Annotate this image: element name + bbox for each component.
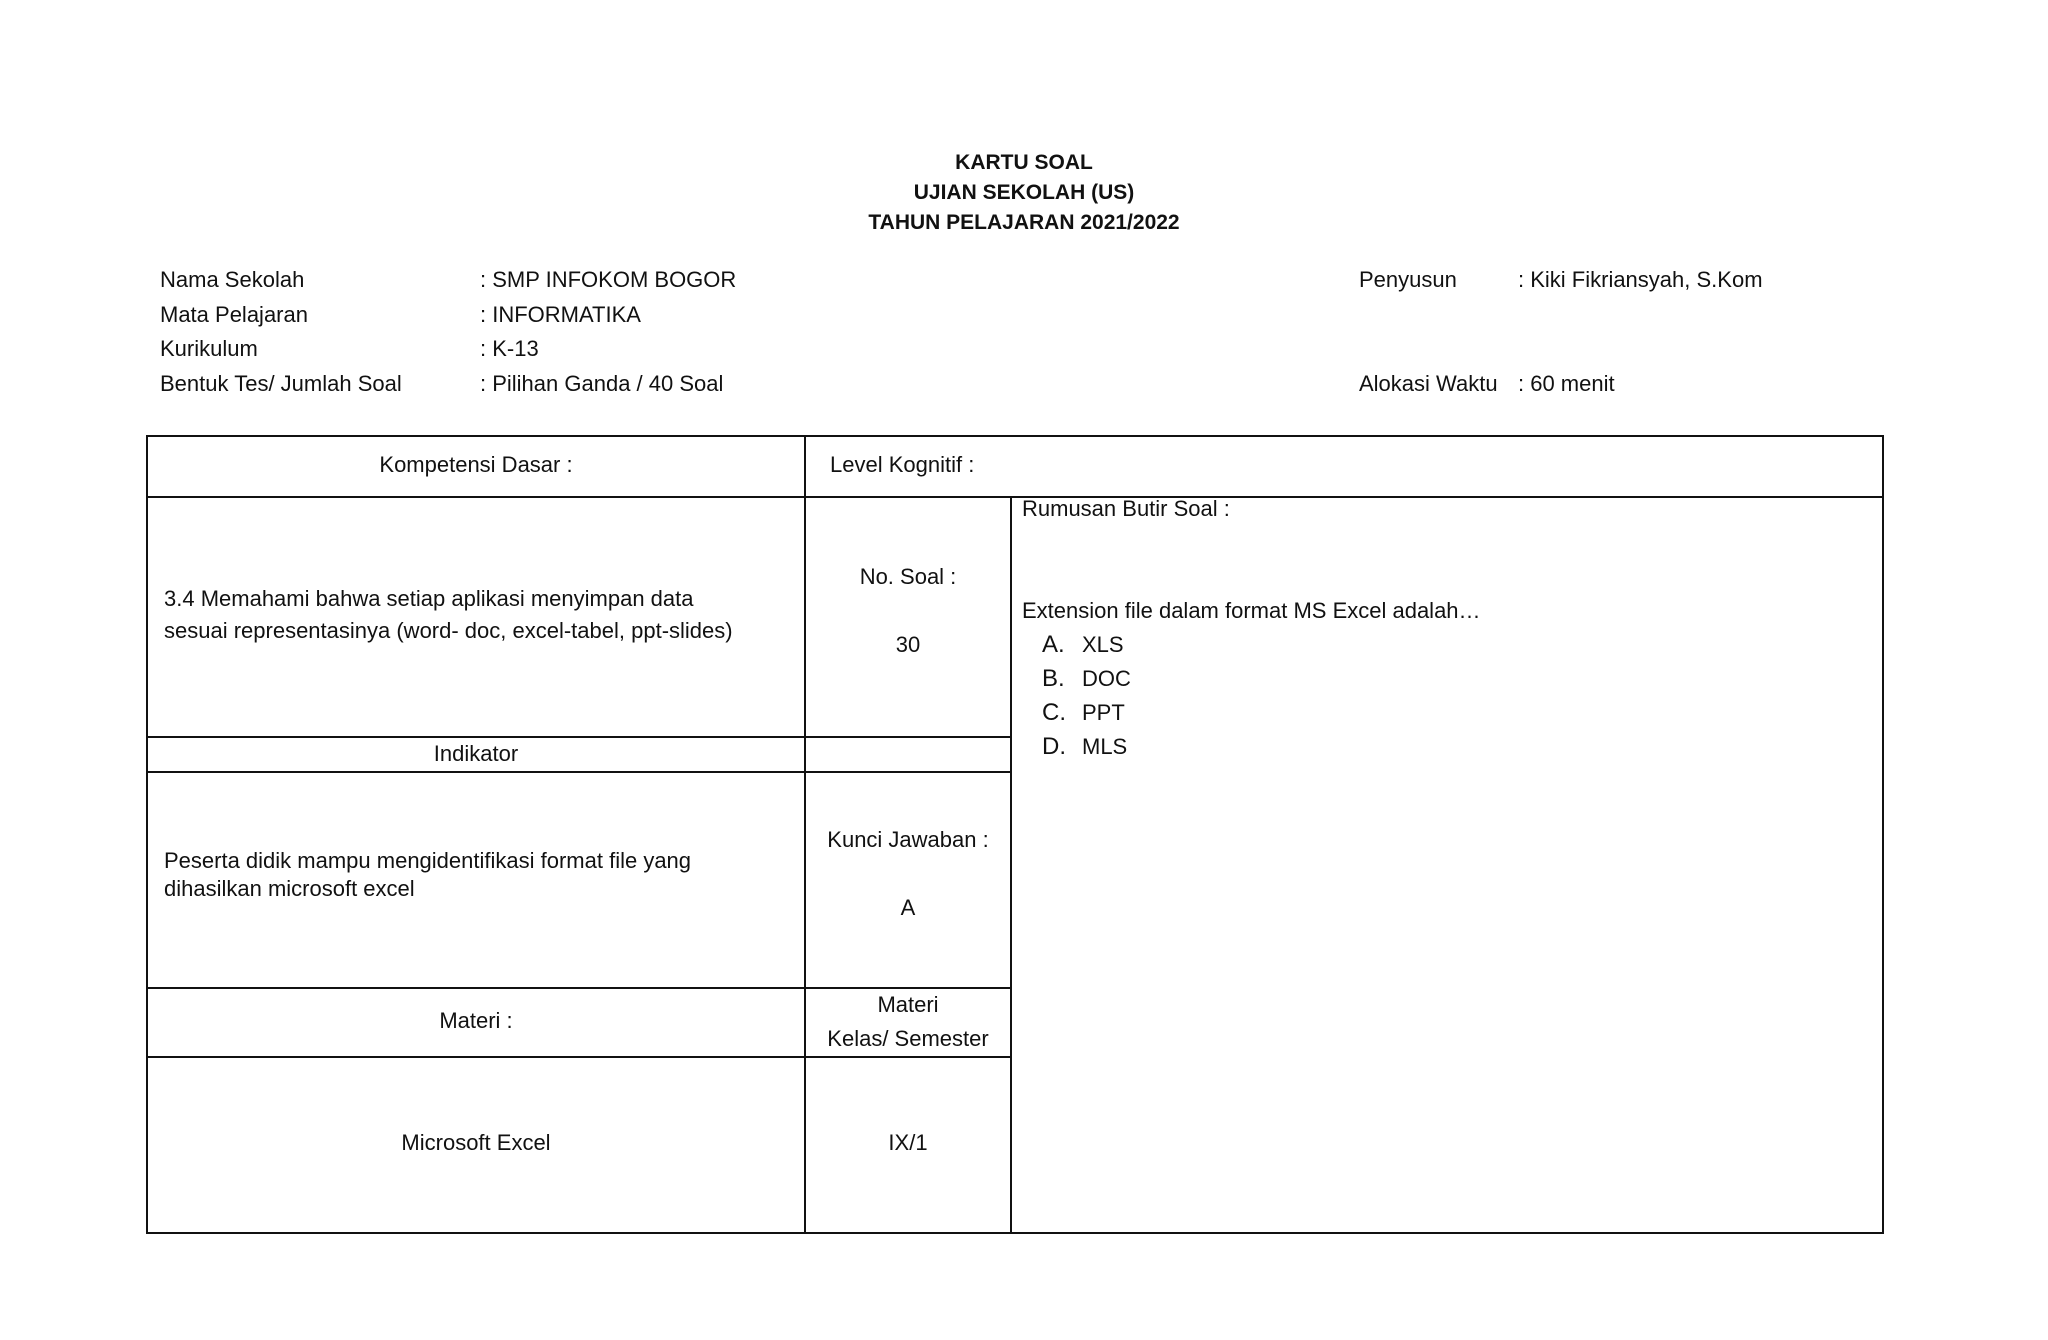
kompetensi-line-2: sesuai representasinya (word- doc, excel-tabel, ppt-slides) <box>164 618 733 643</box>
materi-kelas-line-2: Kelas/ Semester <box>827 1026 989 1051</box>
option-d <box>1042 732 1127 762</box>
kompetensi-dasar-header: Kompetensi Dasar : <box>379 452 573 477</box>
option-b <box>1042 664 1131 694</box>
question-text: Extension file dalam format MS Excel adalah… <box>1022 598 1481 623</box>
option-a-text: XLS <box>1082 632 1124 657</box>
indikator-line-1: Peserta didik mampu mengidentifikasi format file yang <box>164 848 692 873</box>
option-a <box>1042 630 1124 660</box>
mata-pelajaran-value: : INFORMATIKA <box>480 302 641 327</box>
kurikulum-value: : K-13 <box>480 336 539 361</box>
rumusan-butir-soal-header: Rumusan Butir Soal : <box>1022 496 1230 521</box>
indikator-header: Indikator <box>433 741 519 766</box>
option-b-letter: B. <box>1042 665 1065 692</box>
alokasi-waktu-value: : 60 menit <box>1518 371 1615 396</box>
bentuk-tes-label: Bentuk Tes/ Jumlah Soal <box>160 371 402 396</box>
penyusun-value: : Kiki Fikriansyah, S.Kom <box>1518 267 1763 292</box>
bentuk-tes-value: : Pilihan Ganda / 40 Soal <box>480 371 724 396</box>
nama-sekolah-label: Nama Sekolah <box>160 267 305 292</box>
mata-pelajaran-label: Mata Pelajaran <box>160 302 308 327</box>
title-line-kartu-soal: KARTU SOAL <box>955 151 1093 174</box>
indikator-line-2: dihasilkan microsoft excel <box>164 876 415 901</box>
title-line-ujian-sekolah: UJIAN SEKOLAH (US) <box>913 181 1135 204</box>
option-d-text: MLS <box>1082 734 1128 759</box>
materi-kelas-header <box>806 988 1010 1056</box>
document-title <box>0 148 2048 238</box>
option-b-text: DOC <box>1082 666 1131 691</box>
row-divider-header <box>148 496 1882 498</box>
kunci-jawaban-label: Kunci Jawaban : <box>827 827 989 852</box>
materi-value: Microsoft Excel <box>401 1130 551 1155</box>
option-c-text: PPT <box>1082 700 1125 725</box>
option-d-letter: D. <box>1042 733 1066 760</box>
kelas-semester-value: IX/1 <box>888 1130 928 1155</box>
kurikulum-label: Kurikulum <box>160 336 258 361</box>
nama-sekolah-value: : SMP INFOKOM BOGOR <box>480 267 737 292</box>
kunci-jawaban-value: A <box>900 895 916 920</box>
col-divider-2 <box>1010 496 1012 1232</box>
materi-header: Materi : <box>439 1008 513 1033</box>
penyusun-label: Penyusun <box>1359 267 1457 292</box>
no-soal-label: No. Soal : <box>859 564 957 589</box>
title-line-tahun-pelajaran: TAHUN PELAJARAN 2021/2022 <box>868 211 1180 234</box>
level-kognitif-header: Level Kognitif : <box>830 452 975 477</box>
no-soal-value: 30 <box>895 632 921 657</box>
indikator-text <box>164 847 794 903</box>
question-card <box>146 435 1884 1234</box>
option-a-letter: A. <box>1042 631 1065 658</box>
option-c-letter: C. <box>1042 699 1066 726</box>
materi-kelas-line-1: Materi <box>877 992 939 1017</box>
kompetensi-line-1: 3.4 Memahami bahwa setiap aplikasi menyimpan data <box>164 586 694 611</box>
row-divider-materi-bottom <box>148 1056 1012 1058</box>
row-divider-indikator-bottom <box>148 771 1012 773</box>
option-c <box>1042 698 1125 728</box>
kompetensi-dasar-text <box>164 583 794 647</box>
alokasi-waktu-label: Alokasi Waktu <box>1359 371 1498 396</box>
